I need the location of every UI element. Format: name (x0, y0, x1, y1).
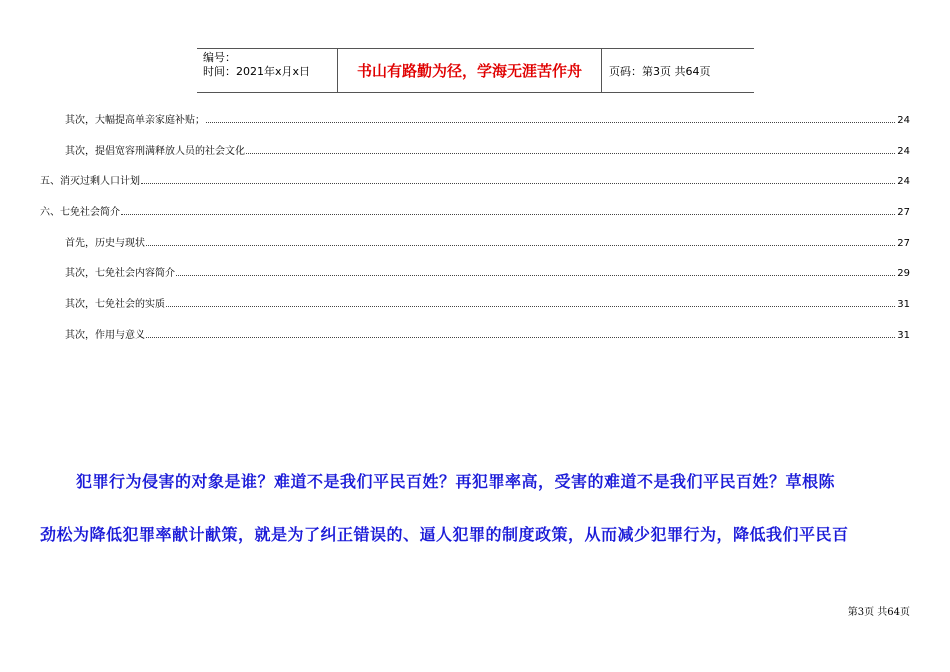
toc-entry-label: 五、消灭过剩人口计划 (40, 176, 140, 187)
toc-leader (246, 152, 895, 154)
toc-entry-label: 六、七免社会简介 (40, 207, 120, 218)
header-meta (197, 49, 338, 92)
toc-leader (176, 274, 895, 276)
header-motto: 书山有路勤为径，学海无涯苦作舟 (338, 49, 602, 92)
header-number-label: 编号： (203, 51, 236, 64)
toc-entry[interactable] (65, 327, 910, 341)
body-paragraph-line-2: 劲松为降低犯罪率献计献策，就是为了纠正错误的、逼人犯罪的制度政策，从而减少犯罪行为，降低我们平民百 (40, 525, 849, 544)
page-header (197, 48, 754, 93)
toc-entry[interactable] (40, 204, 910, 218)
toc-entry-page: 27 (897, 238, 910, 249)
toc-entry[interactable] (65, 235, 910, 249)
toc-leader (121, 213, 895, 215)
toc-entry-page: 24 (897, 115, 910, 126)
toc-entry-page: 24 (897, 176, 910, 187)
toc-leader (166, 305, 895, 307)
toc-entry-page: 27 (897, 207, 910, 218)
header-time-label: 时间：2021年x月x日 (203, 65, 311, 78)
toc-entry-page: 24 (897, 146, 910, 157)
toc-entry-label: 其次，七免社会的实质 (65, 299, 165, 310)
toc-entry-label: 首先，历史与现状 (65, 238, 145, 249)
toc-leader (146, 244, 895, 246)
toc-leader (146, 336, 895, 338)
toc-entry-page: 31 (897, 330, 910, 341)
toc-entry[interactable] (40, 173, 910, 187)
toc-entry-page: 29 (897, 268, 910, 279)
toc-entry-page: 31 (897, 299, 910, 310)
toc-entry-label: 其次，作用与意义 (65, 330, 145, 341)
page-footer: 第3页 共64页 (847, 607, 910, 618)
toc-entry[interactable] (65, 143, 910, 157)
toc-entry-label: 其次，大幅提高单亲家庭补贴； (65, 115, 205, 126)
toc-leader (206, 121, 895, 123)
header-page-label: 页码：第3页 共64页 (609, 64, 711, 78)
toc-entry[interactable] (65, 112, 910, 126)
toc-leader (141, 182, 895, 184)
toc-entry-label: 其次，七免社会内容简介 (65, 268, 175, 279)
toc-entry[interactable] (65, 265, 910, 279)
toc-entry[interactable] (65, 296, 910, 310)
body-paragraph-line-1: 犯罪行为侵害的对象是谁？难道不是我们平民百姓？再犯罪率高，受害的难道不是我们平民百姓？草根陈 (76, 472, 836, 491)
toc-entry-label: 其次，提倡宽容刑满释放人员的社会文化 (65, 146, 245, 157)
